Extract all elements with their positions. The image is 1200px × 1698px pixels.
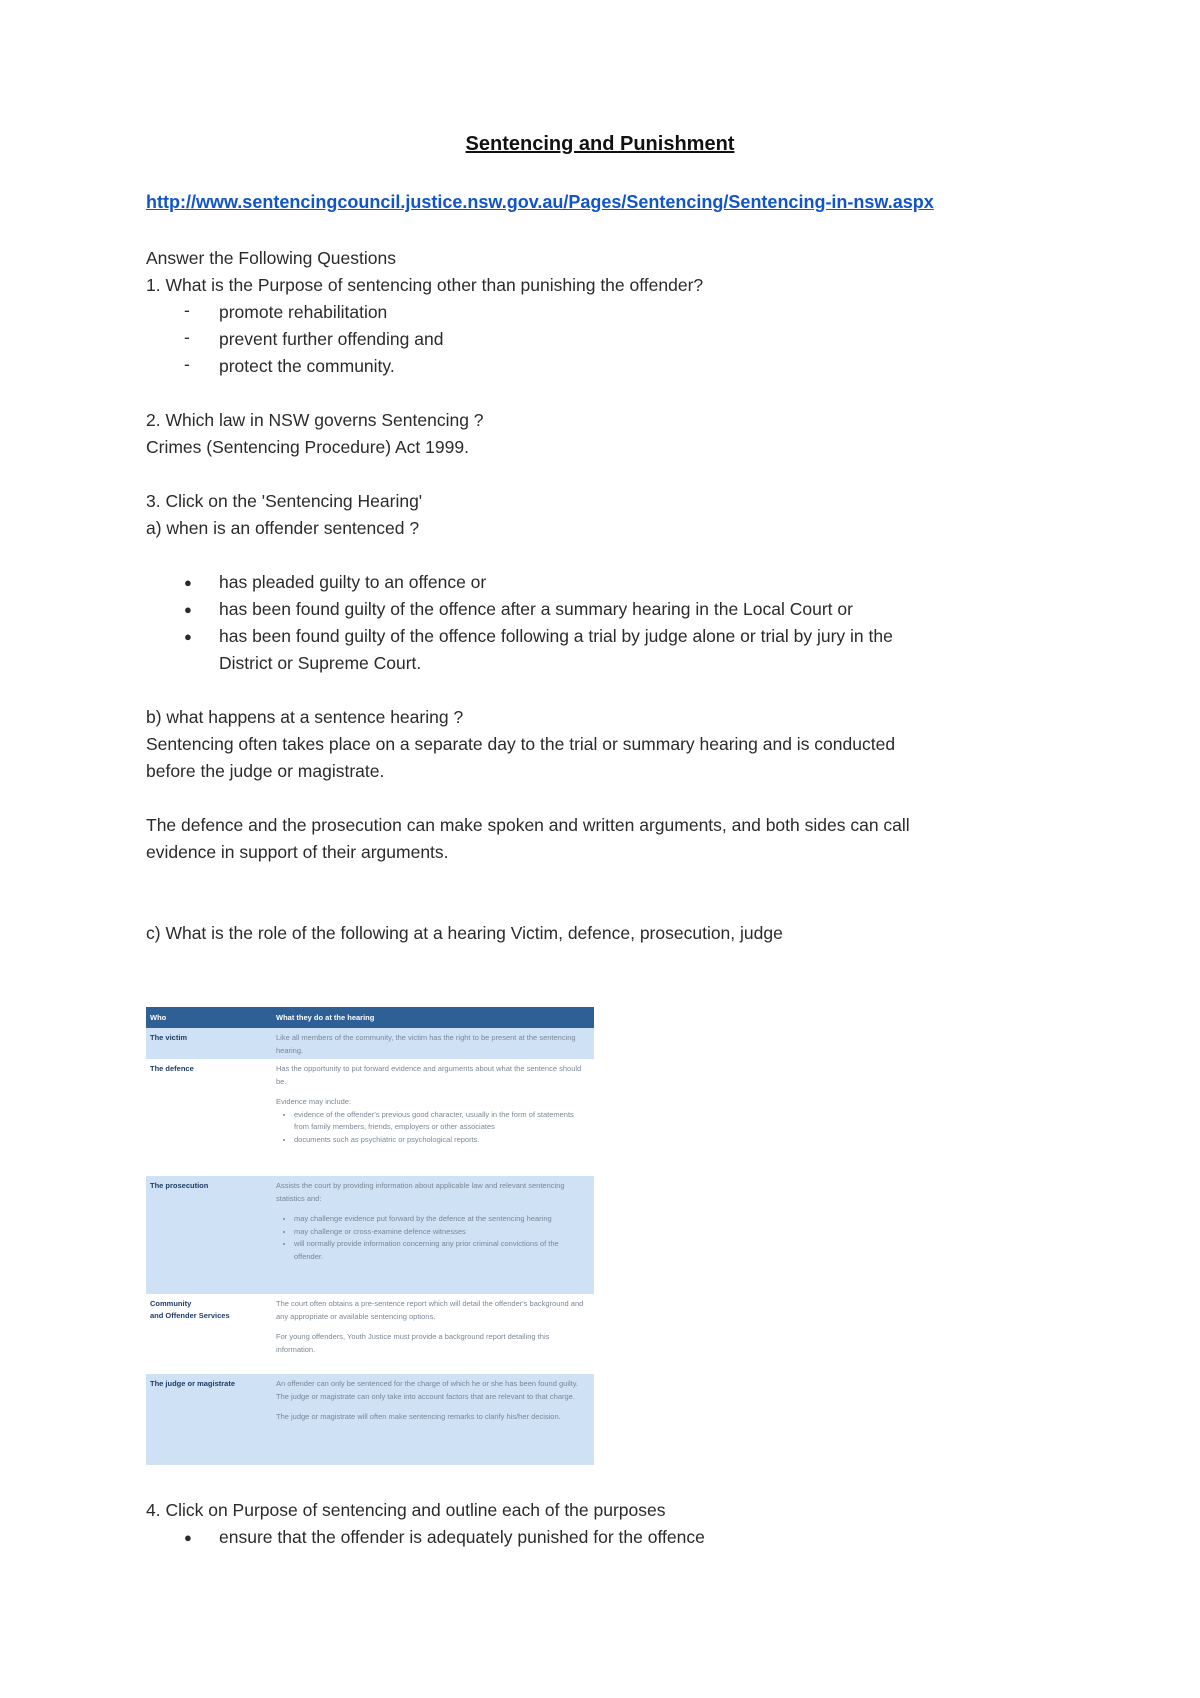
- table-row: [146, 1176, 594, 1294]
- q4-answer-1: ensure that the offender is adequately punished for the offence: [219, 1527, 705, 1547]
- question-1: 1. What is the Purpose of sentencing other than punishing the offender?: [146, 275, 704, 295]
- source-link[interactable]: http://www.sentencingcouncil.justice.nsw.gov.au/Pages/Sentencing/Sentencing-in-nsw.aspx: [146, 192, 934, 212]
- table-row: [146, 1374, 594, 1465]
- q3b-answer-line-1: Sentencing often takes place on a separate day to the trial or summary hearing and is conducted: [146, 734, 896, 754]
- row-who: The judge or magistrate: [150, 1379, 236, 1388]
- dash-marker: -: [184, 354, 190, 374]
- row-bullet-list: [294, 1213, 586, 1263]
- table-row: [146, 1059, 594, 1176]
- q3a-answer-3: has been found guilty of the offence following a trial by judge alone or trial by jury in the: [219, 626, 893, 646]
- table-header: [146, 1007, 594, 1028]
- table-row: [146, 1028, 594, 1059]
- row-who: The victim: [150, 1033, 188, 1042]
- row-text: Like all members of the community, the victim has the right to be present at the sentencing hearing.: [276, 1033, 576, 1055]
- bullet-marker: ●: [184, 575, 192, 590]
- row-text: For young offenders, Youth Justice must provide a background report detailing this information.: [276, 1332, 550, 1354]
- row-who: The defence: [150, 1064, 194, 1073]
- bullet-marker: ●: [184, 1530, 192, 1545]
- q3a-answer-2: has been found guilty of the offence after a summary hearing in the Local Court or: [219, 599, 853, 619]
- header-who: Who: [150, 1013, 167, 1022]
- question-2: 2. Which law in NSW governs Sentencing ?: [146, 410, 484, 430]
- intro-text: Answer the Following Questions: [146, 248, 396, 268]
- q3a-answer-3-cont: District or Supreme Court.: [219, 653, 422, 673]
- row-text: The judge or magistrate will often make sentencing remarks to clarify his/her decision.: [276, 1412, 561, 1421]
- q3b-answer-line-4: evidence in support of their arguments.: [146, 842, 449, 862]
- row-bullet: • documents such as psychiatric or psychological reports.: [294, 1134, 586, 1147]
- row-bullet: • evidence of the offender's previous good character, usually in the form of statements from family members, friends, employers or other associates: [294, 1109, 586, 1134]
- bullet-marker: ●: [184, 629, 192, 644]
- row-what: [276, 1298, 586, 1364]
- row-what: [276, 1180, 586, 1263]
- row-what: [276, 1063, 586, 1146]
- q3c-question: c) What is the role of the following at a hearing Victim, defence, prosecution, judge: [146, 923, 783, 943]
- row-bullet: • may challenge evidence put forward by the defence at the sentencing hearing: [294, 1213, 586, 1226]
- q3a-question: a) when is an offender sentenced ?: [146, 518, 420, 538]
- page-title: Sentencing and Punishment: [465, 133, 735, 155]
- row-who: The prosecution: [150, 1181, 209, 1190]
- q1-answer-3: protect the community.: [219, 356, 395, 376]
- dash-marker: -: [184, 300, 190, 320]
- q3b-answer-line-2: before the judge or magistrate.: [146, 761, 385, 781]
- row-who: Community and Offender Services: [150, 1299, 230, 1320]
- roles-table: [146, 1007, 594, 1465]
- row-bullet: • will normally provide information concerning any prior criminal convictions of the offender.: [294, 1238, 586, 1263]
- bullet-marker: ●: [184, 602, 192, 617]
- header-what: What they do at the hearing: [276, 1013, 375, 1022]
- q3b-answer-line-3: The defence and the prosecution can make spoken and written arguments, and both sides can call: [146, 815, 910, 835]
- table-row: [146, 1294, 594, 1374]
- q3b-question: b) what happens at a sentence hearing ?: [146, 707, 464, 727]
- row-what: [276, 1378, 586, 1432]
- row-text: The court often obtains a pre-sentence report which will detail the offender's background and any appropriate or available sentencing options.: [276, 1299, 584, 1321]
- dash-marker: -: [184, 327, 190, 347]
- q2-answer: Crimes (Sentencing Procedure) Act 1999.: [146, 437, 469, 457]
- q1-answer-2: prevent further offending and: [219, 329, 444, 349]
- question-3: 3. Click on the 'Sentencing Hearing': [146, 491, 423, 511]
- row-bullet-list: [294, 1109, 586, 1147]
- q1-answer-1: promote rehabilitation: [219, 302, 388, 322]
- q3a-answer-1: has pleaded guilty to an offence or: [219, 572, 487, 592]
- row-bullet: • may challenge or cross-examine defence witnesses: [294, 1226, 586, 1239]
- question-4: 4. Click on Purpose of sentencing and outline each of the purposes: [146, 1500, 666, 1520]
- row-text: Has the opportunity to put forward evidence and arguments about what the sentence should be.: [276, 1064, 582, 1086]
- row-text: Evidence may include:: [276, 1097, 352, 1106]
- row-text: Assists the court by providing information about applicable law and relevant sentencing statistics and:: [276, 1181, 565, 1203]
- row-text: An offender can only be sentenced for the charge of which he or she has been found guilty. The judge or magistrate can only take into account factors that are relevant to that charge.: [276, 1379, 579, 1401]
